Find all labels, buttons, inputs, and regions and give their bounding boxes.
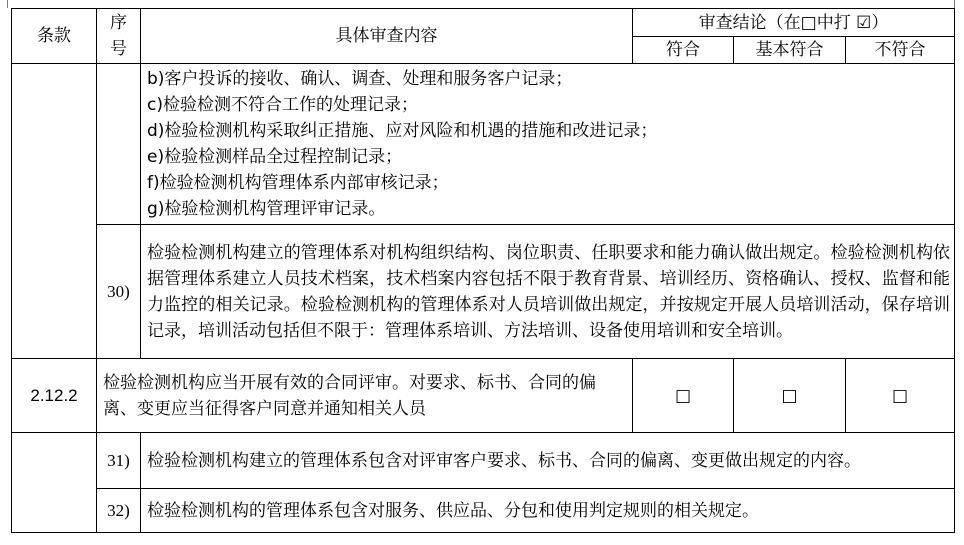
conform-checkbox[interactable]: □ (633, 359, 734, 433)
list-item: g)检验检测机构管理评审记录。 (147, 199, 386, 219)
table-row (12, 225, 955, 359)
list-item: d)检验检测机构采取纠正措施、应对风险和机遇的措施和改进记录； (147, 121, 658, 141)
table-row (12, 359, 955, 433)
header-conclusion: 审查结论（在□中打 ☑） (633, 9, 955, 37)
header-not-conform: 不符合 (846, 37, 955, 64)
item-text: 检验检测机构的管理体系包含对服务、供应品、分包和使用判定规则的相关规定。 (141, 489, 955, 533)
header-basic-conform: 基本符合 (734, 37, 846, 64)
header-clause: 条款 (12, 9, 97, 64)
header-row (12, 9, 955, 37)
table-row (12, 489, 955, 533)
header-conform: 符合 (633, 37, 734, 64)
clause-cell-empty (12, 64, 97, 359)
item-number: 32) (97, 489, 141, 533)
seq-cell-empty (97, 64, 141, 225)
item-text: 检验检测机构建立的管理体系对机构组织结构、岗位职责、任职要求和能力确认做出规定。检验检测机构依据管理体系建立人员技术档案，技术档案内容包括不限于教育背景、培训经历、资格确认、授权、监督和能力监控的相关记录。检验检测机构的管理体系对人员培训做出规定，并按规定开展人员培训活动，保存培训记录，培训活动包括但不限于：管理体系培训、方法培训、设备使用培训和安全培训。 (141, 225, 955, 359)
list-item: f)检验检测机构管理体系内部审核记录； (147, 173, 449, 193)
basic-conform-checkbox[interactable]: □ (734, 359, 846, 433)
crop-mark-left (7, 0, 8, 8)
not-conform-checkbox[interactable]: □ (846, 359, 955, 433)
list-item: e)检验检测样品全过程控制记录； (147, 147, 403, 167)
header-seq (97, 9, 141, 64)
list-item: b)客户投诉的接收、确认、调查、处理和服务客户记录； (147, 69, 573, 89)
table-row (12, 64, 955, 225)
table-row (12, 433, 955, 489)
item-number: 31) (97, 433, 141, 489)
crop-mark-right (954, 0, 955, 8)
item-number: 30) (97, 225, 141, 359)
clause-cell-empty (12, 433, 97, 533)
continued-list (141, 64, 955, 225)
clause-text: 检验检测机构应当开展有效的合同评审。对要求、标书、合同的偏离、变更应当征得客户同意并通知相关人员 (97, 359, 633, 433)
header-seq-text: 序号 (110, 13, 127, 59)
item-text: 检验检测机构建立的管理体系包含对评审客户要求、标书、合同的偏离、变更做出规定的内容。 (141, 433, 955, 489)
clause-number: 2.12.2 (12, 359, 97, 433)
header-content: 具体审查内容 (141, 9, 633, 64)
list-item: c)检验检测不符合工作的处理记录； (147, 95, 418, 115)
audit-table (11, 8, 955, 533)
